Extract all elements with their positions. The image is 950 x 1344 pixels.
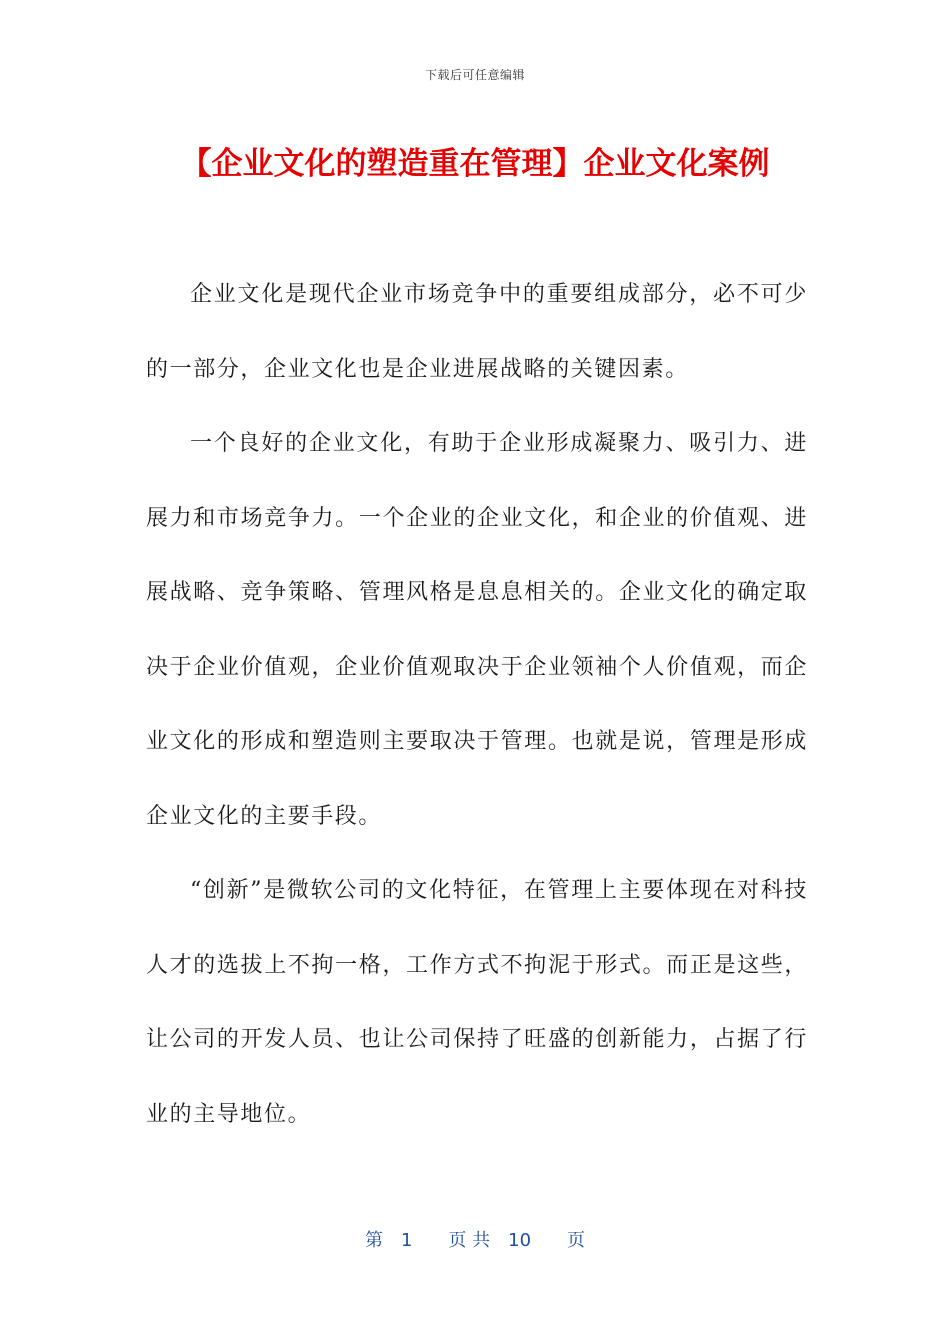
paragraph-3: “创新”是微软公司的文化特征，在管理上主要体现在对科技人才的选拔上不拘一格，工作方式不拘泥于形式。而正是这些，让公司的开发人员、也让公司保持了旺盛的创新能力，占据了行业的主导地位。 — [146, 878, 808, 1127]
paragraph-2: 一个良好的企业文化，有助于企业形成凝聚力、吸引力、进展力和市场竞争力。一个企业的企业文化，和企业的价值观、进展战略、竞争策略、管理风格是息息相关的。企业文化的确定取决于企业价值观，企业价值观取决于企业领袖个人价值观，而企业文化的形成和塑造则主要取决于管理。也就是说，管理是形成企业文化的主要手段。 — [146, 431, 808, 829]
header-note: 下载后可任意编辑 — [424, 68, 525, 82]
page-number-footer: 第 1 页 共 10 页 — [364, 1230, 586, 1251]
document-body — [146, 258, 808, 1152]
document-title: 【企业文化的塑造重在管理】企业文化案例 — [180, 146, 770, 182]
paragraph-1: 企业文化是现代企业市场竞争中的重要组成部分，必不可少的一部分，企业文化也是企业进展战略的关键因素。 — [146, 282, 808, 382]
